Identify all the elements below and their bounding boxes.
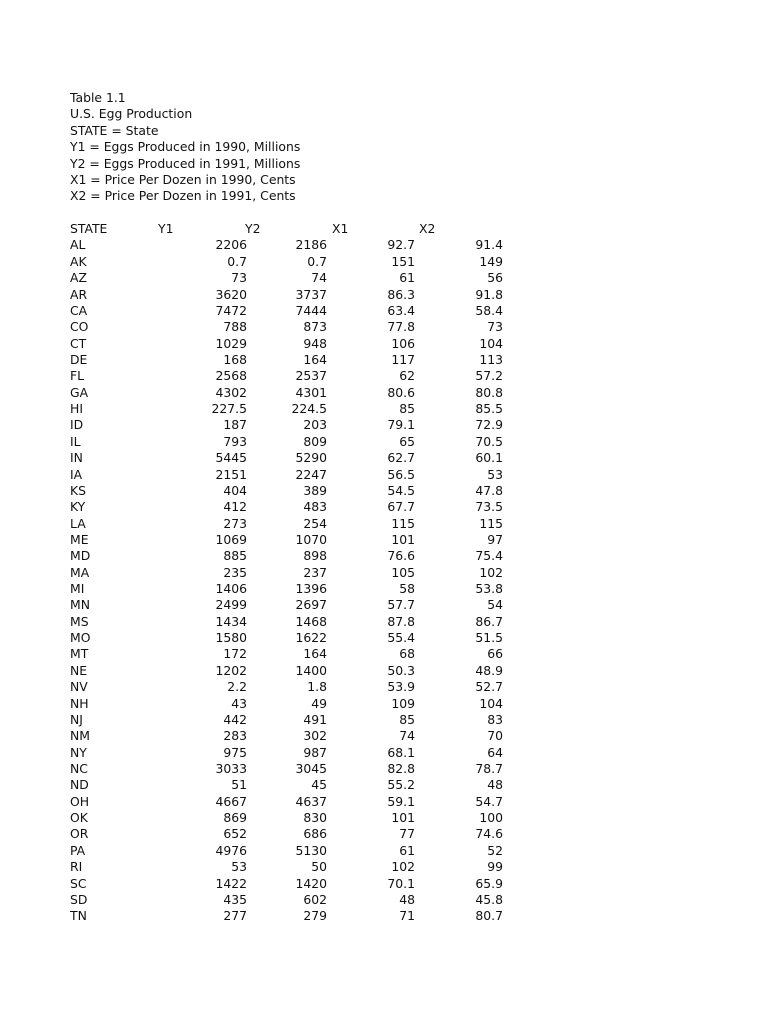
table-row bbox=[70, 417, 670, 433]
cell-x1: 101 bbox=[391, 531, 415, 547]
cell-x1: 77.8 bbox=[387, 319, 415, 335]
cell-x2: 91.4 bbox=[475, 237, 503, 253]
cell-state: SD bbox=[70, 891, 88, 907]
cell-x2: 86.7 bbox=[475, 613, 503, 629]
cell-y1: 0.7 bbox=[227, 253, 247, 269]
cell-y2: 491 bbox=[303, 711, 327, 727]
cell-y2: 987 bbox=[303, 744, 327, 760]
cell-y2: 602 bbox=[303, 891, 327, 907]
cell-y2: 164 bbox=[303, 646, 327, 662]
cell-y1: 1434 bbox=[215, 613, 247, 629]
cell-state: MI bbox=[70, 581, 85, 597]
cell-x1: 86.3 bbox=[387, 286, 415, 302]
cell-state: NE bbox=[70, 662, 88, 678]
cell-x2: 100 bbox=[479, 810, 503, 826]
table-row bbox=[70, 908, 670, 924]
cell-x2: 60.1 bbox=[475, 450, 503, 466]
cell-y2: 1396 bbox=[295, 581, 327, 597]
cell-y2: 5130 bbox=[295, 842, 327, 858]
cell-y1: 283 bbox=[223, 728, 247, 744]
table-row bbox=[70, 287, 670, 303]
cell-y1: 227.5 bbox=[211, 401, 247, 417]
table-row bbox=[70, 319, 670, 335]
header-y2: Y2 bbox=[245, 221, 261, 237]
cell-y1: 975 bbox=[223, 744, 247, 760]
cell-y2: 898 bbox=[303, 548, 327, 564]
cell-y1: 43 bbox=[231, 695, 247, 711]
cell-x1: 56.5 bbox=[387, 466, 415, 482]
cell-y1: 2.2 bbox=[227, 679, 247, 695]
table-row bbox=[70, 483, 670, 499]
cell-x2: 45.8 bbox=[475, 891, 503, 907]
cell-state: AR bbox=[70, 286, 88, 302]
table-row bbox=[70, 303, 670, 319]
cell-x1: 79.1 bbox=[387, 417, 415, 433]
cell-x2: 78.7 bbox=[475, 760, 503, 776]
cell-x2: 91.8 bbox=[475, 286, 503, 302]
cell-x1: 58 bbox=[399, 581, 415, 597]
cell-y2: 254 bbox=[303, 515, 327, 531]
cell-x2: 113 bbox=[479, 352, 503, 367]
cell-x1: 55.4 bbox=[387, 630, 415, 646]
cell-y2: 4637 bbox=[295, 793, 327, 809]
cell-state: MN bbox=[70, 597, 90, 613]
table-row bbox=[70, 794, 670, 810]
table-row bbox=[70, 646, 670, 662]
table-row bbox=[70, 745, 670, 761]
cell-y1: 3620 bbox=[215, 286, 247, 302]
cell-x2: 52 bbox=[487, 842, 503, 858]
cell-x1: 67.7 bbox=[387, 499, 415, 515]
cell-y2: 1420 bbox=[295, 875, 327, 891]
document-page bbox=[70, 90, 670, 925]
cell-y1: 1029 bbox=[215, 335, 247, 351]
header-x2: X2 bbox=[419, 221, 436, 237]
table-number: Table 1.1 bbox=[70, 90, 126, 105]
table-row bbox=[70, 663, 670, 679]
cell-x1: 61 bbox=[399, 270, 415, 286]
table-row bbox=[70, 516, 670, 532]
cell-y1: 235 bbox=[223, 564, 247, 580]
cell-state: FL bbox=[70, 368, 85, 384]
cell-state: PA bbox=[70, 842, 86, 858]
cell-x1: 62 bbox=[399, 368, 415, 384]
cell-x1: 71 bbox=[399, 908, 415, 924]
cell-x2: 53 bbox=[487, 466, 503, 482]
table-row bbox=[70, 237, 670, 253]
cell-y1: 435 bbox=[223, 891, 247, 907]
cell-y2: 164 bbox=[303, 352, 327, 367]
legend-x2: X2 = Price Per Dozen in 1991, Cents bbox=[70, 188, 296, 204]
cell-y1: 885 bbox=[223, 548, 247, 564]
cell-state: MT bbox=[70, 646, 89, 662]
cell-y2: 1622 bbox=[295, 630, 327, 646]
caption-spacer bbox=[70, 205, 670, 221]
cell-y2: 7444 bbox=[295, 302, 327, 318]
table-row bbox=[70, 548, 670, 564]
cell-state: MA bbox=[70, 564, 90, 580]
cell-x2: 74.6 bbox=[475, 826, 503, 842]
cell-state: TN bbox=[70, 908, 87, 924]
table-row bbox=[70, 450, 670, 466]
cell-y2: 45 bbox=[311, 777, 327, 793]
cell-state: SC bbox=[70, 875, 87, 891]
cell-x1: 48 bbox=[399, 891, 415, 907]
cell-y2: 389 bbox=[303, 482, 327, 498]
table-row bbox=[70, 352, 670, 368]
header-x1: X1 bbox=[332, 221, 349, 237]
table-row bbox=[70, 467, 670, 483]
cell-state: IA bbox=[70, 466, 83, 482]
cell-state: NM bbox=[70, 728, 90, 744]
cell-x1: 102 bbox=[391, 859, 415, 875]
cell-state: HI bbox=[70, 401, 83, 417]
cell-x1: 68 bbox=[399, 646, 415, 662]
cell-x1: 117 bbox=[391, 352, 415, 367]
cell-x2: 80.7 bbox=[475, 908, 503, 924]
cell-y1: 404 bbox=[223, 482, 247, 498]
cell-y1: 2151 bbox=[215, 466, 247, 482]
cell-y2: 2537 bbox=[295, 368, 327, 384]
cell-state: CA bbox=[70, 302, 88, 318]
cell-y1: 1069 bbox=[215, 531, 247, 547]
cell-x1: 76.6 bbox=[387, 548, 415, 564]
cell-state: CT bbox=[70, 335, 87, 351]
cell-x2: 83 bbox=[487, 711, 503, 727]
cell-x1: 50.3 bbox=[387, 662, 415, 678]
cell-y1: 412 bbox=[223, 499, 247, 515]
cell-x2: 97 bbox=[487, 531, 503, 547]
cell-x1: 87.8 bbox=[387, 613, 415, 629]
cell-state: IL bbox=[70, 433, 81, 449]
cell-x2: 58.4 bbox=[475, 302, 503, 318]
cell-x2: 48 bbox=[487, 777, 503, 793]
cell-x2: 115 bbox=[479, 515, 503, 531]
table-row bbox=[70, 761, 670, 777]
cell-y2: 3045 bbox=[295, 760, 327, 776]
cell-y2: 2697 bbox=[295, 597, 327, 613]
cell-x1: 63.4 bbox=[387, 302, 415, 318]
cell-y1: 442 bbox=[223, 711, 247, 727]
cell-y2: 3737 bbox=[295, 286, 327, 302]
table-row bbox=[70, 565, 670, 581]
cell-x2: 64 bbox=[487, 744, 503, 760]
cell-x1: 106 bbox=[391, 335, 415, 351]
table-row bbox=[70, 679, 670, 695]
cell-y1: 4667 bbox=[215, 793, 247, 809]
cell-y1: 1422 bbox=[215, 875, 247, 891]
cell-y1: 1406 bbox=[215, 581, 247, 597]
cell-y2: 1468 bbox=[295, 613, 327, 629]
cell-x2: 65.9 bbox=[475, 875, 503, 891]
table-row bbox=[70, 630, 670, 646]
cell-y2: 830 bbox=[303, 810, 327, 826]
legend-state: STATE = State bbox=[70, 122, 159, 138]
cell-y1: 277 bbox=[223, 908, 247, 924]
table-row bbox=[70, 368, 670, 384]
cell-x1: 82.8 bbox=[387, 760, 415, 776]
cell-y2: 279 bbox=[303, 908, 327, 924]
cell-x1: 92.7 bbox=[387, 237, 415, 253]
cell-y2: 1400 bbox=[295, 662, 327, 678]
cell-x2: 102 bbox=[479, 564, 503, 580]
table-row bbox=[70, 843, 670, 859]
legend-y1: Y1 = Eggs Produced in 1990, Millions bbox=[70, 139, 301, 155]
table-caption bbox=[70, 90, 670, 205]
table-title: U.S. Egg Production bbox=[70, 106, 193, 122]
table-row bbox=[70, 434, 670, 450]
cell-x2: 104 bbox=[479, 335, 503, 351]
cell-y1: 2499 bbox=[215, 597, 247, 613]
cell-x1: 115 bbox=[391, 515, 415, 531]
cell-x2: 85.5 bbox=[475, 401, 503, 417]
table-row bbox=[70, 270, 670, 286]
cell-y2: 50 bbox=[311, 859, 327, 875]
cell-x1: 59.1 bbox=[387, 793, 415, 809]
cell-y1: 2568 bbox=[215, 368, 247, 384]
cell-y2: 4301 bbox=[295, 384, 327, 400]
cell-x1: 151 bbox=[391, 253, 415, 269]
table-row bbox=[70, 777, 670, 793]
table-row bbox=[70, 728, 670, 744]
egg-production-table bbox=[70, 221, 670, 924]
cell-x2: 47.8 bbox=[475, 482, 503, 498]
cell-y1: 793 bbox=[223, 433, 247, 449]
cell-y2: 1070 bbox=[295, 531, 327, 547]
cell-x2: 80.8 bbox=[475, 384, 503, 400]
cell-x2: 72.9 bbox=[475, 417, 503, 433]
cell-y2: 74 bbox=[311, 270, 327, 286]
cell-x2: 66 bbox=[487, 646, 503, 662]
cell-state: ND bbox=[70, 777, 89, 793]
cell-state: IN bbox=[70, 450, 83, 466]
header-y1: Y1 bbox=[158, 221, 174, 237]
cell-x1: 61 bbox=[399, 842, 415, 858]
table-row bbox=[70, 385, 670, 401]
legend-y2: Y2 = Eggs Produced in 1991, Millions bbox=[70, 155, 301, 171]
cell-y2: 2186 bbox=[295, 237, 327, 253]
cell-state: RI bbox=[70, 859, 83, 875]
cell-y1: 2206 bbox=[215, 237, 247, 253]
cell-y2: 5290 bbox=[295, 450, 327, 466]
cell-y2: 302 bbox=[303, 728, 327, 744]
cell-y1: 1580 bbox=[215, 630, 247, 646]
cell-x2: 48.9 bbox=[475, 662, 503, 678]
table-row bbox=[70, 532, 670, 548]
cell-y2: 483 bbox=[303, 499, 327, 515]
cell-x1: 62.7 bbox=[387, 450, 415, 466]
cell-x1: 68.1 bbox=[387, 744, 415, 760]
cell-y2: 224.5 bbox=[291, 401, 327, 417]
cell-state: NH bbox=[70, 695, 89, 711]
table-row bbox=[70, 810, 670, 826]
cell-x1: 53.9 bbox=[387, 679, 415, 695]
table-row bbox=[70, 401, 670, 417]
cell-state: MO bbox=[70, 630, 91, 646]
cell-y1: 869 bbox=[223, 810, 247, 826]
table-row bbox=[70, 712, 670, 728]
cell-x1: 70.1 bbox=[387, 875, 415, 891]
table-row bbox=[70, 581, 670, 597]
cell-state: NY bbox=[70, 744, 87, 760]
table-row bbox=[70, 696, 670, 712]
legend-x1: X1 = Price Per Dozen in 1990, Cents bbox=[70, 171, 296, 187]
cell-x2: 104 bbox=[479, 695, 503, 711]
cell-x2: 70 bbox=[487, 728, 503, 744]
cell-state: MD bbox=[70, 548, 91, 564]
cell-x2: 54.7 bbox=[475, 793, 503, 809]
cell-y1: 652 bbox=[223, 826, 247, 842]
cell-x1: 109 bbox=[391, 695, 415, 711]
table-header-row bbox=[70, 221, 670, 237]
cell-y2: 203 bbox=[303, 417, 327, 433]
cell-y1: 187 bbox=[223, 417, 247, 433]
header-state: STATE bbox=[70, 221, 108, 237]
cell-y1: 51 bbox=[231, 777, 247, 793]
cell-state: OH bbox=[70, 793, 90, 809]
cell-y2: 686 bbox=[303, 826, 327, 842]
table-row bbox=[70, 614, 670, 630]
cell-y2: 873 bbox=[303, 319, 327, 335]
cell-y2: 948 bbox=[303, 335, 327, 351]
cell-x2: 70.5 bbox=[475, 433, 503, 449]
cell-x2: 53.8 bbox=[475, 581, 503, 597]
cell-state: AZ bbox=[70, 270, 87, 286]
cell-y2: 809 bbox=[303, 433, 327, 449]
cell-state: KS bbox=[70, 482, 86, 498]
cell-state: KY bbox=[70, 499, 86, 515]
cell-x2: 56 bbox=[487, 270, 503, 286]
cell-y1: 7472 bbox=[215, 302, 247, 318]
cell-y1: 168 bbox=[223, 352, 247, 367]
cell-y2: 237 bbox=[303, 564, 327, 580]
cell-y1: 172 bbox=[223, 646, 247, 662]
cell-state: AL bbox=[70, 237, 86, 253]
cell-x1: 77 bbox=[399, 826, 415, 842]
cell-x2: 149 bbox=[479, 253, 503, 269]
cell-state: NV bbox=[70, 679, 88, 695]
cell-x2: 73 bbox=[487, 319, 503, 335]
cell-state: LA bbox=[70, 515, 86, 531]
table-row bbox=[70, 597, 670, 613]
cell-state: OK bbox=[70, 810, 88, 826]
cell-y1: 273 bbox=[223, 515, 247, 531]
cell-x2: 75.4 bbox=[475, 548, 503, 564]
cell-y1: 788 bbox=[223, 319, 247, 335]
table-row bbox=[70, 859, 670, 875]
cell-y2: 1.8 bbox=[307, 679, 327, 695]
table-row bbox=[70, 826, 670, 842]
table-row bbox=[70, 876, 670, 892]
cell-x1: 105 bbox=[391, 564, 415, 580]
cell-state: ME bbox=[70, 531, 89, 547]
cell-x1: 85 bbox=[399, 711, 415, 727]
cell-y2: 49 bbox=[311, 695, 327, 711]
cell-state: MS bbox=[70, 613, 89, 629]
cell-y1: 1202 bbox=[215, 662, 247, 678]
cell-state: AK bbox=[70, 253, 87, 269]
cell-x2: 73.5 bbox=[475, 499, 503, 515]
cell-y1: 4976 bbox=[215, 842, 247, 858]
cell-y1: 4302 bbox=[215, 384, 247, 400]
cell-y1: 5445 bbox=[215, 450, 247, 466]
cell-x1: 54.5 bbox=[387, 482, 415, 498]
table-row bbox=[70, 254, 670, 270]
cell-state: OR bbox=[70, 826, 89, 842]
cell-x1: 80.6 bbox=[387, 384, 415, 400]
table-body bbox=[70, 237, 670, 924]
cell-x1: 85 bbox=[399, 401, 415, 417]
table-row bbox=[70, 336, 670, 352]
cell-y1: 53 bbox=[231, 859, 247, 875]
cell-x2: 51.5 bbox=[475, 630, 503, 646]
cell-x1: 74 bbox=[399, 728, 415, 744]
cell-state: ID bbox=[70, 417, 84, 433]
cell-state: NJ bbox=[70, 711, 83, 727]
cell-state: GA bbox=[70, 384, 89, 400]
table-row bbox=[70, 499, 670, 515]
cell-y2: 2247 bbox=[295, 466, 327, 482]
cell-state: DE bbox=[70, 352, 88, 367]
cell-x2: 54 bbox=[487, 597, 503, 613]
cell-y1: 3033 bbox=[215, 760, 247, 776]
table-row bbox=[70, 892, 670, 908]
cell-x2: 52.7 bbox=[475, 679, 503, 695]
cell-y2: 0.7 bbox=[307, 253, 327, 269]
cell-x2: 99 bbox=[487, 859, 503, 875]
cell-x1: 101 bbox=[391, 810, 415, 826]
cell-x2: 57.2 bbox=[475, 368, 503, 384]
cell-state: NC bbox=[70, 760, 88, 776]
cell-x1: 65 bbox=[399, 433, 415, 449]
cell-y1: 73 bbox=[231, 270, 247, 286]
cell-x1: 55.2 bbox=[387, 777, 415, 793]
cell-state: CO bbox=[70, 319, 89, 335]
cell-x1: 57.7 bbox=[387, 597, 415, 613]
